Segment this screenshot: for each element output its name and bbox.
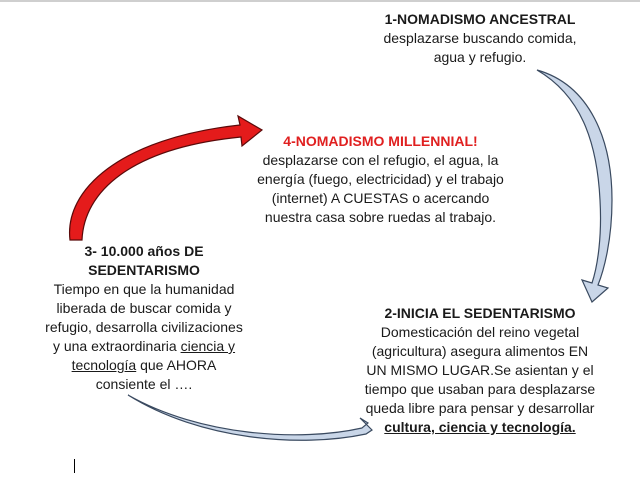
stage-4-line: (internet) A CUESTAS o acercando	[271, 190, 490, 206]
stage-3-line: Tiempo en que la humanidad	[53, 281, 235, 297]
stage-2-line: (agricultura) asegura alimentos EN	[371, 343, 589, 359]
stage-4-line: nuestra casa sobre ruedas al trabajo.	[264, 209, 497, 225]
stage-2-line: Domesticación del reino vegetal	[380, 324, 580, 340]
stage-2-line-bold: cultura, ciencia y tecnología.	[384, 419, 576, 435]
stage-1-line: agua y refugio.	[433, 49, 527, 65]
stage-3-line4-prefix: y una extraordinaria	[52, 338, 181, 354]
stage-3-line: liberada de buscar comida y	[56, 300, 232, 316]
stage-3-line	[20, 356, 268, 375]
stage-2-inicia-sedentarismo	[330, 304, 630, 437]
stage-3-line: refugio, desarrolla civilizaciones	[45, 319, 243, 335]
stage-3-line: consiente el ….	[95, 376, 193, 392]
stage-3-line5-suffix: que AHORA	[136, 357, 217, 373]
stage-2-title: 2-INICIA EL SEDENTARISMO	[384, 305, 576, 321]
arrow-1-to-2	[537, 70, 612, 302]
stage-1-nomadismo-ancestral	[330, 10, 630, 67]
stage-4-nomadismo-millennial	[228, 132, 533, 227]
stage-4-line: energía (fuego, electricidad) y el trabajo	[257, 171, 504, 187]
stage-3-sedentarismo	[20, 242, 268, 394]
stage-4-line: desplazarse con el refugio, el agua, la	[262, 152, 499, 168]
stage-3-title-line2: SEDENTARISMO	[88, 262, 200, 278]
stage-3-line5-underlined: tecnología	[71, 357, 137, 373]
stage-4-title: 4-NOMADISMO MILLENNIAL!	[283, 133, 478, 149]
stage-1-title: 1-NOMADISMO ANCESTRAL	[384, 11, 576, 27]
text-cursor	[74, 459, 75, 473]
stage-1-line: desplazarse buscando comida,	[383, 30, 577, 46]
stage-2-line: UN MISMO LUGAR.Se asientan y el	[366, 362, 594, 378]
stage-2-line: tiempo que usaban para desplazarse	[364, 381, 596, 397]
stage-3-line4-underlined: ciencia y	[180, 338, 236, 354]
stage-2-line: queda libre para pensar y desarrollar	[365, 400, 595, 416]
stage-3-title-line1: 3- 10.000 años DE	[84, 243, 204, 259]
stage-3-line	[20, 337, 268, 356]
